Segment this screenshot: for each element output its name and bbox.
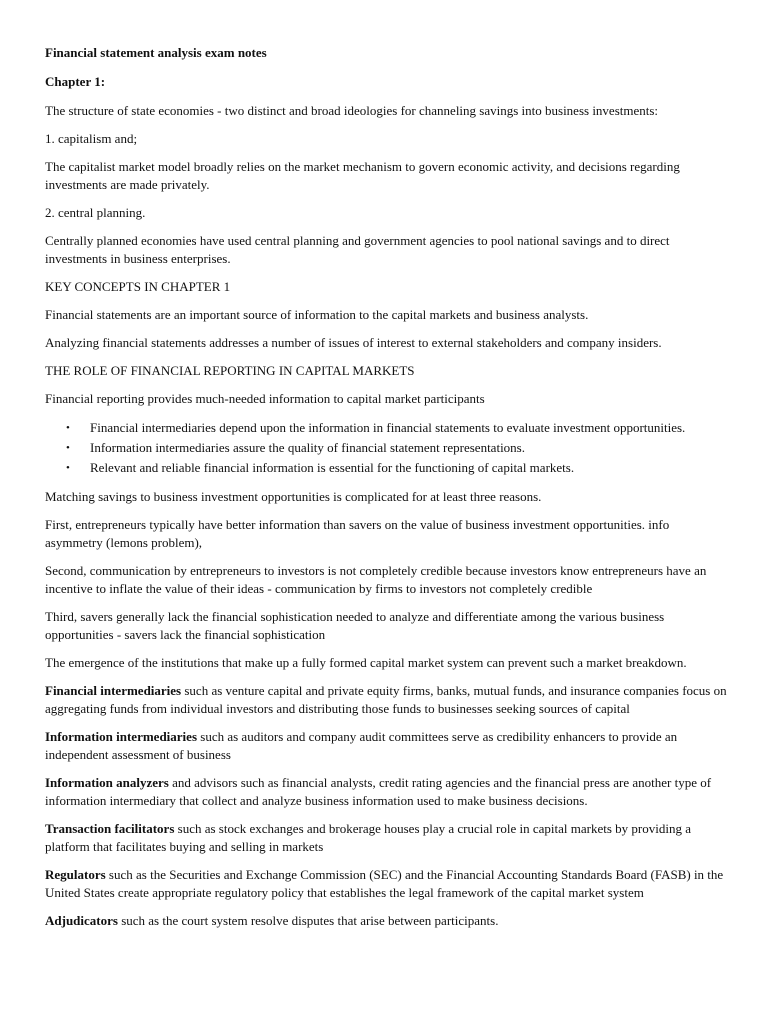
definition-text: such as auditors and company audit committees serve as credibility enhancers to provide an independent assessment of business	[45, 729, 678, 762]
bullet-icon: •	[66, 422, 70, 434]
document-title: Financial statement analysis exam notes	[45, 45, 267, 60]
section-heading-key-concepts: KEY CONCEPTS IN CHAPTER 1	[45, 279, 231, 294]
paragraph-financial-reporting: Financial reporting provides much-needed information to capital market participants	[45, 391, 485, 406]
paragraph-capitalist-model: The capitalist market model broadly relies on the market mechanism to govern economic activity, and decisions regarding investments are made privately.	[45, 159, 680, 192]
definition-term: Transaction facilitators	[45, 821, 175, 836]
bullet-icon: •	[66, 462, 70, 474]
definition-regulators	[45, 866, 728, 902]
list-item	[66, 438, 728, 458]
chapter-heading: Chapter 1:	[45, 74, 106, 89]
paragraph-first-reason: First, entrepreneurs typically have better information than savers on the value of business investment opportunities. info asymmetry (lemons problem),	[45, 517, 670, 550]
paragraph-planned-economies: Centrally planned economies have used central planning and government agencies to pool national savings and to direct investments in business enterprises.	[45, 233, 670, 266]
definition-text: such as stock exchanges and brokerage houses play a crucial role in capital markets by providing a platform that facilitates buying and selling in markets	[45, 821, 691, 854]
list-item	[66, 418, 728, 438]
list-item-text: Relevant and reliable financial information is essential for the functioning of capital markets.	[90, 460, 575, 475]
paragraph-structure: The structure of state economies - two distinct and broad ideologies for channeling savings into business investments:	[45, 103, 659, 118]
paragraph-analyzing: Analyzing financial statements addresses a number of issues of interest to external stakeholders and company insiders.	[45, 335, 662, 350]
paragraph-third-reason: Third, savers generally lack the financial sophistication needed to analyze and differentiate among the various business opportunities - savers lack the financial sophistication	[45, 609, 665, 642]
list-item-text: Information intermediaries assure the quality of financial statement representations.	[90, 440, 525, 455]
section-heading-role: THE ROLE OF FINANCIAL REPORTING IN CAPITAL MARKETS	[45, 363, 415, 378]
definition-financial-intermediaries	[45, 682, 728, 718]
definition-information-analyzers	[45, 774, 728, 810]
definition-transaction-facilitators	[45, 820, 728, 856]
paragraph-financial-statements: Financial statements are an important source of information to the capital markets and business analysts.	[45, 307, 589, 322]
definition-term: Regulators	[45, 867, 106, 882]
definition-text: such as the court system resolve disputes that arise between participants.	[117, 913, 499, 928]
definition-term: Financial intermediaries	[45, 683, 182, 698]
definition-adjudicators	[45, 912, 728, 930]
paragraph-capitalism: 1. capitalism and;	[45, 131, 138, 146]
definition-information-intermediaries	[45, 728, 728, 764]
definition-text: such as venture capital and private equity firms, banks, mutual funds, and insurance companies focus on aggregating funds from individual investors and distributing those funds to businesses seeking sources of capital	[45, 683, 727, 716]
paragraph-central-planning: 2. central planning.	[45, 205, 146, 220]
definition-term: Information analyzers	[45, 775, 169, 790]
bullet-list	[45, 418, 728, 478]
definition-text: such as the Securities and Exchange Commission (SEC) and the Financial Accounting Standards Board (FASB) in the United States create appropriate regulatory policy that establishes the legal framework of the capital market system	[45, 867, 724, 900]
list-item	[66, 458, 728, 478]
definition-term: Adjudicators	[45, 913, 118, 928]
paragraph-second-reason: Second, communication by entrepreneurs to investors is not completely credible because investors know entrepreneurs have an incentive to inflate the value of their ideas - communication by firms to investors not completely credible	[45, 563, 707, 596]
list-item-text: Financial intermediaries depend upon the information in financial statements to evaluate investment opportunities.	[90, 420, 686, 435]
definition-term: Information intermediaries	[45, 729, 198, 744]
definition-text: and advisors such as financial analysts, credit rating agencies and the financial press are another type of information intermediary that collect and analyze business information used to make business decisions.	[45, 775, 712, 808]
bullet-icon: •	[66, 442, 70, 454]
paragraph-matching-savings: Matching savings to business investment opportunities is complicated for at least three reasons.	[45, 489, 542, 504]
paragraph-emergence: The emergence of the institutions that make up a fully formed capital market system can prevent such a market breakdown.	[45, 655, 687, 670]
